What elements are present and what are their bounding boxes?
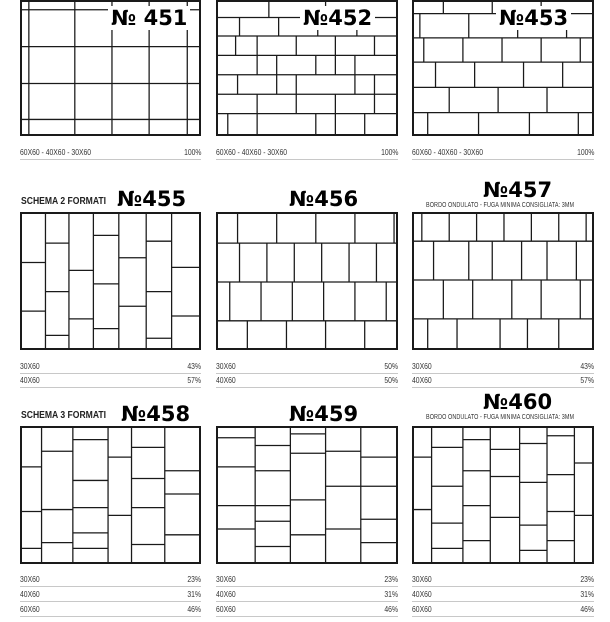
format-label: 60X60 - 40X60 - 30X60 bbox=[412, 148, 484, 157]
format-row-458-3 bbox=[20, 602, 201, 617]
format-label: 30X60 bbox=[216, 362, 236, 371]
pattern-number-458: №458 bbox=[118, 402, 193, 426]
format-row-459-3 bbox=[216, 602, 398, 617]
format-percent: 23% bbox=[384, 575, 398, 584]
format-percent: 31% bbox=[580, 590, 594, 599]
format-row-452-1 bbox=[216, 145, 398, 160]
format-row-457-2 bbox=[412, 373, 594, 388]
format-label: 60X60 bbox=[20, 605, 40, 614]
format-row-456-1 bbox=[216, 359, 398, 374]
format-label: 60X60 bbox=[412, 605, 432, 614]
format-row-455-1 bbox=[20, 359, 201, 374]
format-percent: 23% bbox=[580, 575, 594, 584]
format-percent: 23% bbox=[187, 575, 201, 584]
pattern-panel-458 bbox=[20, 426, 201, 564]
pattern-panel-460 bbox=[412, 426, 594, 564]
wavy-edge-note-457: BORDO ONDULATO - FUGA MINIMA CONSIGLIATA: 3MM bbox=[426, 202, 575, 209]
format-label: 30X60 bbox=[412, 575, 432, 584]
tile-pattern-458 bbox=[22, 428, 199, 562]
pattern-number-460: №460 bbox=[480, 390, 555, 414]
format-row-459-2 bbox=[216, 587, 398, 602]
format-row-459-1 bbox=[216, 572, 398, 587]
pattern-panel-456 bbox=[216, 212, 398, 350]
pattern-panel-455 bbox=[20, 212, 201, 350]
format-percent: 57% bbox=[580, 376, 594, 385]
tile-pattern-456 bbox=[218, 214, 396, 348]
format-label: 60X60 - 40X60 - 30X60 bbox=[216, 148, 288, 157]
format-percent: 46% bbox=[580, 605, 594, 614]
format-percent: 43% bbox=[580, 362, 594, 371]
pattern-number-459: №459 bbox=[286, 402, 361, 426]
format-label: 40X60 bbox=[216, 590, 236, 599]
format-percent: 100% bbox=[576, 148, 594, 157]
format-label: 40X60 bbox=[20, 590, 40, 599]
format-label: 30X60 bbox=[216, 575, 236, 584]
format-label: 60X60 - 40X60 - 30X60 bbox=[20, 148, 92, 157]
format-percent: 31% bbox=[187, 590, 201, 599]
format-label: 30X60 bbox=[20, 362, 40, 371]
format-percent: 57% bbox=[187, 376, 201, 385]
format-row-460-2 bbox=[412, 587, 594, 602]
format-row-458-1 bbox=[20, 572, 201, 587]
schema-two-formats-title: SCHEMA 2 FORMATI bbox=[21, 196, 107, 207]
pattern-panel-459 bbox=[216, 426, 398, 564]
format-label: 30X60 bbox=[412, 362, 432, 371]
format-percent: 31% bbox=[384, 590, 398, 599]
pattern-number-452: №452 bbox=[300, 6, 375, 30]
pattern-number-456: №456 bbox=[286, 187, 361, 211]
format-label: 40X60 bbox=[20, 376, 40, 385]
format-label: 40X60 bbox=[216, 376, 236, 385]
tile-pattern-455 bbox=[22, 214, 199, 348]
format-percent: 43% bbox=[187, 362, 201, 371]
format-percent: 100% bbox=[380, 148, 398, 157]
format-row-458-2 bbox=[20, 587, 201, 602]
wavy-edge-note-460: BORDO ONDULATO - FUGA MINIMA CONSIGLIATA: 3MM bbox=[426, 414, 575, 421]
format-percent: 50% bbox=[384, 362, 398, 371]
tile-pattern-457 bbox=[414, 214, 592, 348]
schema-three-formats-title: SCHEMA 3 FORMATI bbox=[21, 410, 107, 421]
pattern-number-451: № 451 bbox=[108, 6, 190, 30]
pattern-number-453: №453 bbox=[496, 6, 571, 30]
format-percent: 46% bbox=[384, 605, 398, 614]
pattern-panel-457 bbox=[412, 212, 594, 350]
tile-pattern-459 bbox=[218, 428, 396, 562]
tile-pattern-460 bbox=[414, 428, 592, 562]
format-row-451-1 bbox=[20, 145, 201, 160]
pattern-number-457: №457 bbox=[480, 178, 555, 202]
format-percent: 50% bbox=[384, 376, 398, 385]
format-row-460-1 bbox=[412, 572, 594, 587]
format-row-457-1 bbox=[412, 359, 594, 374]
format-row-456-2 bbox=[216, 373, 398, 388]
format-label: 40X60 bbox=[412, 376, 432, 385]
format-label: 40X60 bbox=[412, 590, 432, 599]
format-label: 60X60 bbox=[216, 605, 236, 614]
format-row-460-3 bbox=[412, 602, 594, 617]
format-row-453-1 bbox=[412, 145, 594, 160]
pattern-number-455: №455 bbox=[114, 187, 189, 211]
format-row-455-2 bbox=[20, 373, 201, 388]
format-label: 30X60 bbox=[20, 575, 40, 584]
format-percent: 46% bbox=[187, 605, 201, 614]
format-percent: 100% bbox=[183, 148, 201, 157]
